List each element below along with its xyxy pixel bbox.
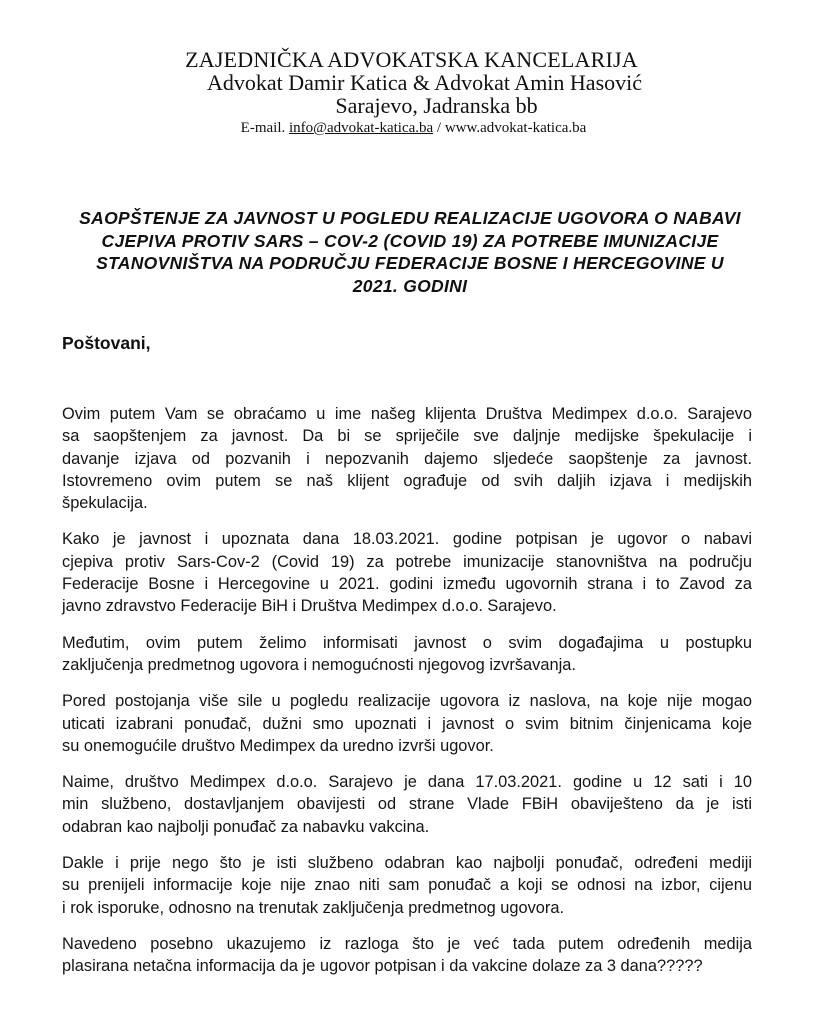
text-line: Međutim, ovim putem želimo informisati javnost o svim događajima u postupku xyxy=(62,633,752,652)
salutation: Poštovani, xyxy=(62,333,151,353)
text-line: Navedeno posebno ukazujemo iz razloga što je već tada putem određenih medija xyxy=(62,934,752,953)
text-line: Pored postojanja više sile u pogledu realizacije ugovora iz naslova, na koje nije mogao xyxy=(62,692,752,711)
text-line: zaključenja predmetnog ugovora i nemogućnosti njegovog izvršavanja. xyxy=(62,655,576,674)
lawyer-names: Advokat Damir Katica & Advokat Amin Hasović xyxy=(206,70,643,95)
text-line: sa saopštenjem za javnost. Da bi se spriječile sve daljnje medijske špekulacije i xyxy=(62,427,752,446)
paragraph-force-majeure xyxy=(62,690,752,757)
paragraph-intro xyxy=(62,403,752,514)
paragraph-inform-public xyxy=(62,632,752,677)
text-line: i rok isporuke, odnosno na trenutak zaključenja predmetnog ugovora. xyxy=(62,898,565,917)
text-line: Kako je javnost i upoznata dana 18.03.2021. godine potpisan je ugovor o nabavi xyxy=(62,530,752,549)
website-link[interactable]: www.advokat-katica.ba xyxy=(444,120,587,136)
text-line: cjepiva protiv Sars-Cov-2 (Covid 19) za potrebe imunizacije stanovništva na području xyxy=(62,552,752,571)
text-line: Istovremeno ovim putem se naš klijent ograđuje od svih daljih izjava i medijskih xyxy=(62,471,752,490)
text-line: su onemogućile društvo Medimpex da uredno izvrši ugovor. xyxy=(62,736,494,755)
email-label: E-mail. xyxy=(240,120,286,136)
text-line: Federacije Bosne i Hercegovine u 2021. godini između ugovornih strana i to Zavod za xyxy=(62,575,752,594)
paragraph-misinformation xyxy=(62,933,752,978)
text-line: uticati izabrani ponuđač, dužni smo upoznati i javnost o svim bitnim činjenicama koje xyxy=(62,714,752,733)
firm-name: ZAJEDNIČKA ADVOKATSKA KANCELARIJA xyxy=(185,47,638,72)
text-line: odabran kao najbolji ponuđač za nabavku vakcina. xyxy=(62,817,430,836)
title-line: 2021. GODINI xyxy=(352,275,468,296)
text-line: javno zdravstvo Federacije BiH i Društva Medimpex d.o.o. Sarajevo. xyxy=(62,597,557,616)
paragraph-media-leaks xyxy=(62,852,752,919)
text-line: su prenijeli informacije koje nije znao niti sam ponuđač a koji se odnosi na izbor, cijenu xyxy=(62,876,752,895)
contact-separator: / xyxy=(436,120,442,136)
letter-body xyxy=(62,403,752,992)
email-link[interactable]: info@advokat-katica.ba xyxy=(289,120,434,136)
text-line: plasirana netačna informacija da je ugovor potpisan i da vakcine dolaze za 3 dana????? xyxy=(62,957,703,976)
paragraph-contract-signed xyxy=(62,528,752,617)
title-line: SAOPŠTENJE ZA JAVNOST U POGLEDU REALIZACIJE UGOVORA O NABAVI xyxy=(79,208,741,228)
text-line: špekulacija. xyxy=(62,494,148,513)
paragraph-selection-notice xyxy=(62,771,752,838)
text-line: davanje izjava od pozvanih i nepozvanih dajemo sljedeće saopštenje za javnost. xyxy=(62,449,752,468)
text-line: Naime, društvo Medimpex d.o.o. Sarajevo je dana 17.03.2021. godine u 12 sati i 10 xyxy=(62,773,752,792)
text-line: Ovim putem Vam se obraćamo u ime našeg klijenta Društva Medimpex d.o.o. Sarajevo xyxy=(62,405,752,423)
firm-address: Sarajevo, Jadranska bb xyxy=(335,93,538,118)
title-line: STANOVNIŠTVA NA PODRUČJU FEDERACIJE BOSNE I HERCEGOVINE U xyxy=(96,253,724,273)
letterhead xyxy=(0,48,813,137)
text-line: Dakle i prije nego što je isti službeno odabran kao najbolji ponuđač, određeni mediji xyxy=(62,854,752,873)
announcement-title xyxy=(60,207,760,297)
text-line: min službeno, dostavljanjem obavijesti od strane Vlade FBiH obaviješteno da je isti xyxy=(62,795,752,814)
contact-line xyxy=(0,119,813,137)
title-line: CJEPIVA PROTIV SARS – COV-2 (COVID 19) ZA POTREBE IMUNIZACIJE xyxy=(101,230,719,251)
